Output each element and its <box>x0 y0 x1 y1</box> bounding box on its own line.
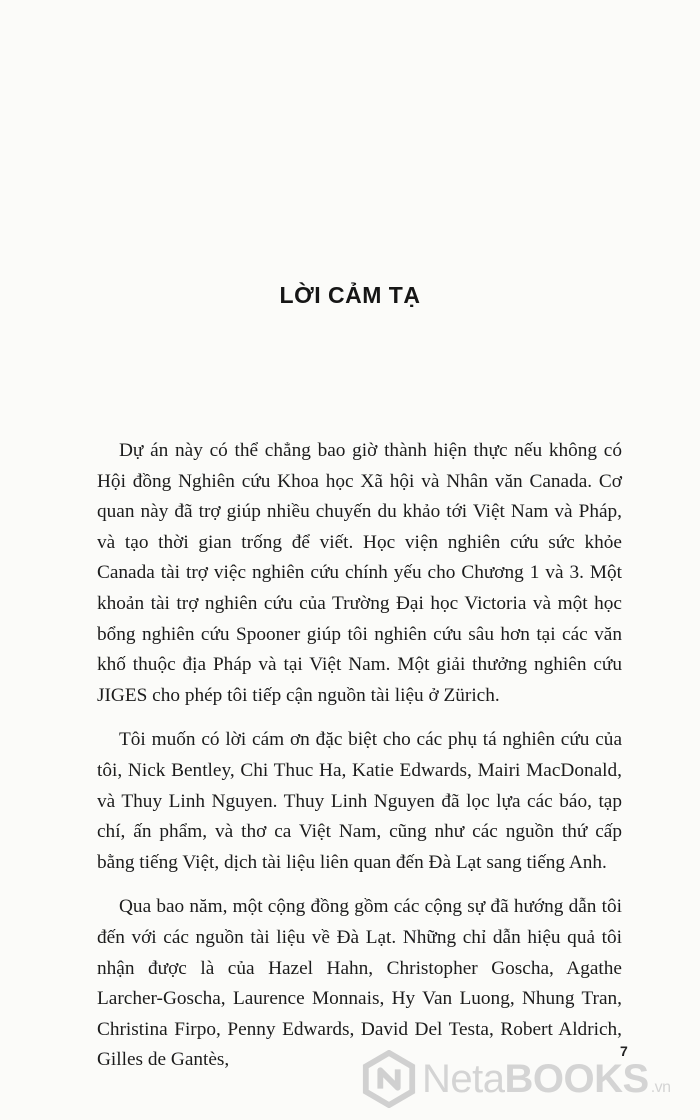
paragraph: Dự án này có thể chẳng bao giờ thành hiện thực nếu không có Hội đồng Nghiên cứu Khoa học Xã hội và Nhân văn Canada. Cơ quan này đã trợ giúp nhiều chuyến du khảo tới Việt Nam và Pháp, và tạo thời gian trống để viết. Học viện nghiên cứu sức khỏe Canada tài trợ việc nghiên cứu chính yếu cho Chương 1 và 3. Một khoản tài trợ nghiên cứu của Trường Đại học Victoria và một học bổng nghiên cứu Spooner giúp tôi nghiên cứu sâu hơn tại các văn khố thuộc địa Pháp và tại Việt Nam. Một giải thưởng nghiên cứu JIGES cho phép tôi tiếp cận nguồn tài liệu ở Zürich. <box>97 440 622 706</box>
watermark-brand-light: Neta <box>422 1056 505 1101</box>
chapter-title: LỜI CẢM TẠ <box>279 282 421 308</box>
paragraph: Qua bao năm, một cộng đồng gồm các cộng sự đã hướng dẫn tôi đến với các nguồn tài liệu về Đà Lạt. Những chỉ dẫn hiệu quả tôi nhận được là của Hazel Hahn, Christopher Goscha, Agathe Larcher-Goscha, Laurence Monnais, Hy Van Luong, Nhung Tran, Christina Firpo, Penny Edwards, David Del Testa, Robert Aldrich, Gilles de Gantès, <box>97 896 622 1071</box>
watermark <box>360 1048 690 1110</box>
paragraph: Tôi muốn có lời cám ơn đặc biệt cho các phụ tá nghiên cứu của tôi, Nick Bentley, Chi Thuc Ha, Katie Edwards, Mairi MacDonald, và Thuy Linh Nguyen. Thuy Linh Nguyen đã lọc lựa các báo, tạp chí, ấn phẩm, và thơ ca Việt Nam, cũng như các nguồn thứ cấp bằng tiếng Việt, dịch tài liệu liên quan đến Đà Lạt sang tiếng Anh. <box>97 729 622 873</box>
page-number: 7 <box>620 1043 628 1059</box>
netabooks-logo-icon <box>360 1050 418 1108</box>
body-text <box>97 436 622 1090</box>
watermark-tld: .vn <box>650 1078 671 1096</box>
watermark-brand-bold: BOOKS <box>504 1056 649 1101</box>
watermark-brand <box>422 1057 671 1102</box>
